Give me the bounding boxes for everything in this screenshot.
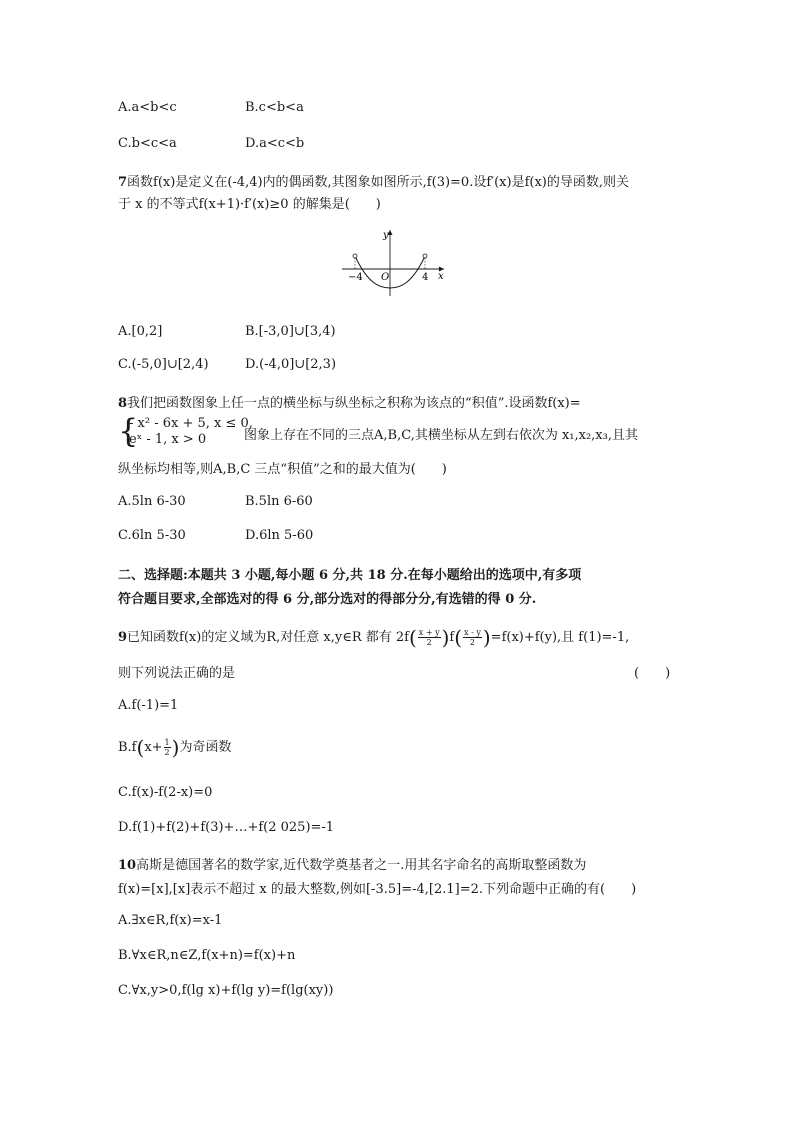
q10-option-a: A.∃x∈R,f(x)=x-1 bbox=[118, 913, 223, 928]
q9-line1-pre: 已知函数f(x)的定义域为R,对任意 x,y∈R 都有 2f bbox=[127, 630, 409, 645]
q8-brace: { bbox=[118, 412, 139, 450]
q9-option-d: D.f(1)+f(2)+f(3)+…+f(2 025)=-1 bbox=[118, 820, 335, 835]
q8-option-b: B.5ln 6-60 bbox=[245, 494, 313, 509]
q10-option-c: C.∀x,y>0,f(lg x)+f(lg y)=f(lg(xy)) bbox=[118, 983, 334, 998]
q8-stem-line3: 纵坐标均相等,则A,B,C 三点“积值”之和的最大值为( ) bbox=[118, 462, 447, 477]
q9-optb-paren-close: ) bbox=[171, 735, 180, 760]
q9-frac1-den: 2 bbox=[426, 638, 432, 647]
q7-line1-text: 函数f(x)是定义在(-4,4)内的偶函数,其图象如图所示,f(3)=0.设f′(x)是f(x)的导函数,则关 bbox=[127, 175, 629, 190]
q8-stem-line1 bbox=[118, 392, 581, 411]
q6-option-d: D.a<c<b bbox=[245, 136, 305, 151]
q9-paren-open-2: ( bbox=[454, 625, 463, 650]
q9-paren-close-2: ) bbox=[482, 625, 491, 650]
q8-option-a: A.5ln 6-30 bbox=[118, 494, 186, 509]
q7-x-label: x bbox=[438, 271, 444, 282]
q9-mid-f: f bbox=[449, 630, 455, 645]
q10-option-b: B.∀x∈R,n∈Z,f(x+n)=f(x)+n bbox=[118, 948, 296, 963]
q6-option-a: A.a<b<c bbox=[118, 100, 177, 115]
q9-frac2 bbox=[463, 628, 482, 647]
q7-option-d: D.(-4,0]∪[2,3) bbox=[245, 357, 337, 372]
q9-frac1 bbox=[418, 628, 441, 647]
q10-stem-line1 bbox=[118, 854, 586, 873]
q7-option-b: B.[-3,0]∪[3,4) bbox=[245, 324, 336, 339]
q9-optb-pre: B.f bbox=[118, 740, 137, 755]
q9-number: 9 bbox=[118, 630, 128, 645]
q9-optb-paren-open: ( bbox=[136, 735, 145, 760]
q9-optb-frac bbox=[164, 738, 171, 757]
q10-stem-line2: f(x)=[x],[x]表示不超过 x 的最大整数,例如[-3.5]=-4,[2.1]=2.下列命题中正确的有( ) bbox=[118, 882, 637, 897]
q9-optb-post: 为奇函数 bbox=[179, 740, 232, 755]
q9-frac2-den: 2 bbox=[469, 638, 475, 647]
q8-option-c: C.6ln 5-30 bbox=[118, 528, 186, 543]
q10-line1-text: 高斯是德国著名的数学家,近代数学奠基者之一.用其名字命名的高斯取整函数为 bbox=[136, 858, 587, 873]
section2-heading-line1: 二、选择题:本题共 3 小题,每小题 6 分,共 18 分.在每小题给出的选项中,有多项 bbox=[118, 568, 582, 583]
q7-graph bbox=[340, 226, 450, 298]
q7-y-label: y bbox=[383, 230, 389, 241]
q9-option-a: A.f(-1)=1 bbox=[118, 698, 179, 713]
q9-optb-den: 2 bbox=[164, 748, 170, 757]
q9-stem-line2: 则下列说法正确的是 bbox=[118, 666, 236, 681]
q9-paren-open-1: ( bbox=[408, 625, 417, 650]
q7-pos4-label: 4 bbox=[422, 272, 429, 283]
q7-stem-line1 bbox=[118, 171, 629, 190]
q7-option-c: C.(-5,0]∪[2,4) bbox=[118, 357, 209, 372]
q8-case2: eˣ - 1, x > 0 bbox=[129, 432, 207, 447]
q9-line1-post: =f(x)+f(y),且 f(1)=-1, bbox=[490, 630, 630, 645]
q8-line1-text: 我们把函数图象上任一点的横坐标与纵坐标之积称为该点的“积值”.设函数f(x)= bbox=[127, 396, 581, 411]
q9-stem-line1 bbox=[118, 626, 629, 648]
q9-optb-num: 1 bbox=[164, 738, 170, 747]
q8-number: 8 bbox=[118, 396, 128, 411]
q8-option-d: D.6ln 5-60 bbox=[245, 528, 314, 543]
q7-number: 7 bbox=[118, 175, 128, 190]
q7-open-point-left bbox=[353, 254, 357, 258]
q9-option-b bbox=[118, 736, 231, 758]
q8-case1: - x² - 6x + 5, x ≤ 0, bbox=[129, 416, 253, 431]
q6-option-b: B.c<b<a bbox=[245, 100, 304, 115]
q8-stem-line2: 图象上存在不同的三点A,B,C,其横坐标从左到右依次为 x₁,x₂,x₃,且其 bbox=[244, 428, 638, 443]
q7-option-a: A.[0,2] bbox=[118, 324, 163, 339]
q7-origin-label: O bbox=[381, 272, 390, 283]
section2-heading-line2: 符合题目要求,全部选对的得 6 分,部分选对的得部分分,有选错的得 0 分. bbox=[118, 592, 537, 607]
q9-paren-close-1: ) bbox=[441, 625, 450, 650]
q9-frac1-num: x + y bbox=[418, 628, 440, 637]
q9-option-c: C.f(x)-f(2-x)=0 bbox=[118, 785, 213, 800]
q7-neg4-label: −4 bbox=[348, 272, 363, 283]
q10-number: 10 bbox=[118, 858, 137, 873]
q9-answer-paren: ( ) bbox=[634, 666, 671, 681]
q6-option-c: C.b<c<a bbox=[118, 136, 177, 151]
q7-open-point-right bbox=[423, 254, 427, 258]
q9-frac2-num: x - y bbox=[464, 628, 481, 637]
q9-optb-inner: x+ bbox=[144, 740, 163, 755]
q7-stem-line2: 于 x 的不等式f(x+1)·f′(x)≥0 的解集是( ) bbox=[118, 197, 381, 212]
